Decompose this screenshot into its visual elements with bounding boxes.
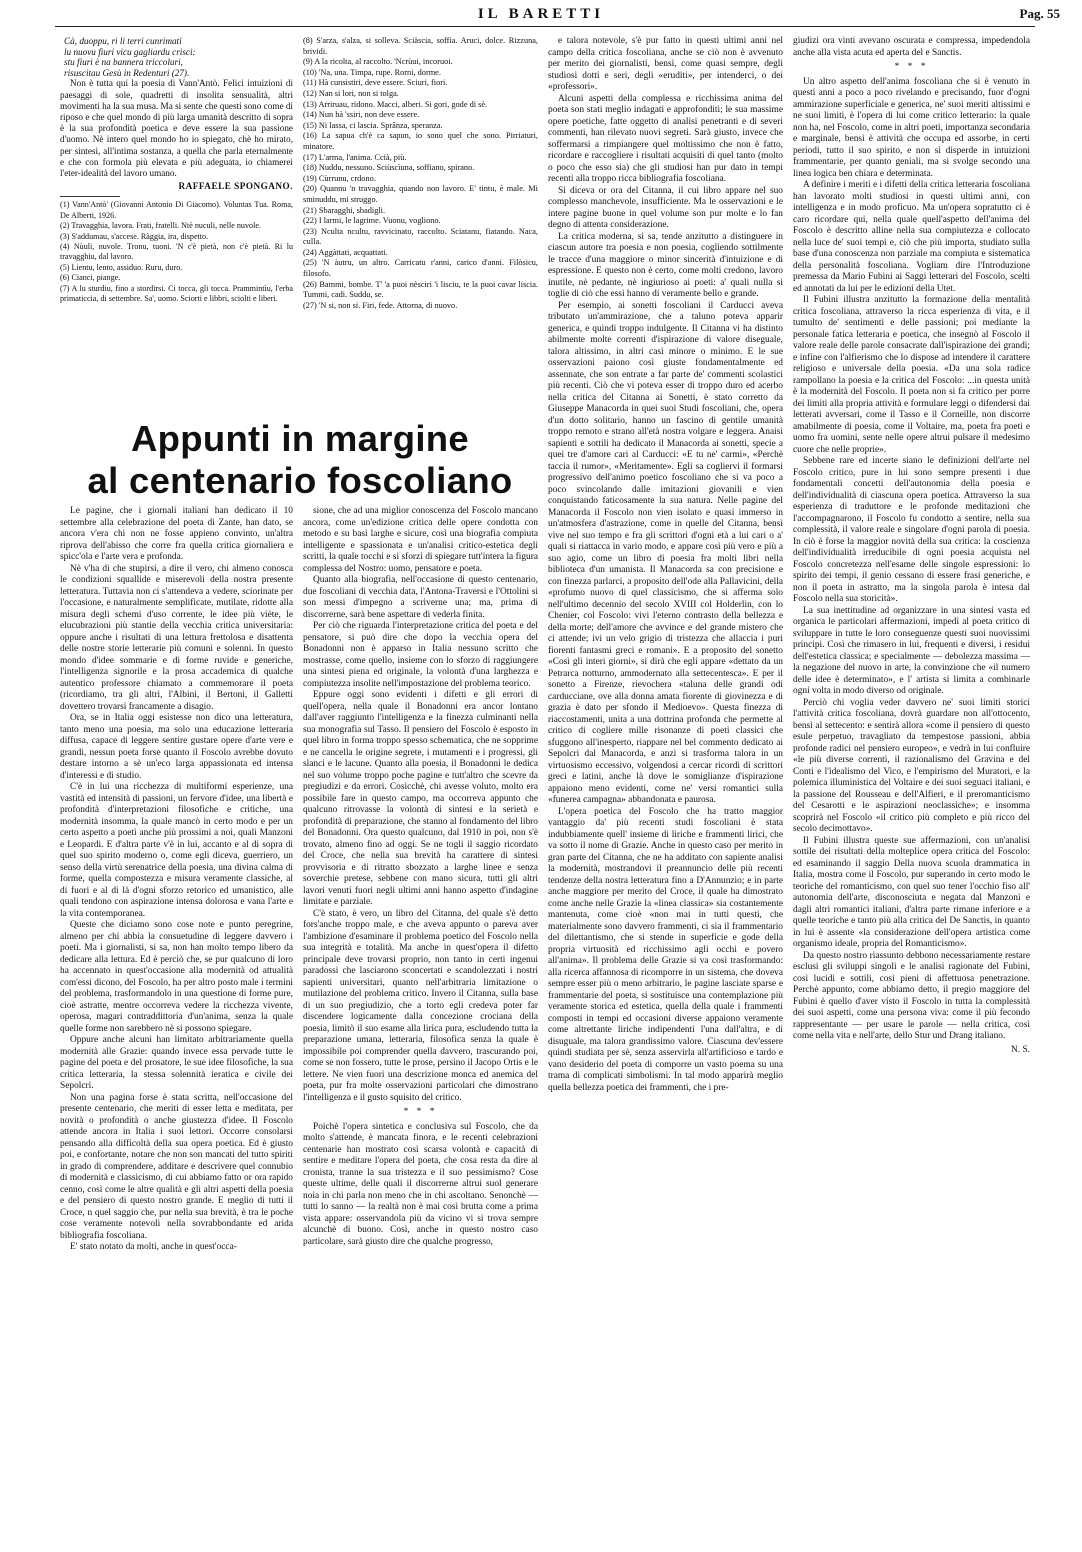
footnote: (17) L'arma, l'anima. Ccià, più. (303, 152, 407, 162)
footnote: (15) Ni lassa, ci lascia. Sprânza, speranza. (303, 120, 443, 130)
article-column-2 (303, 506, 538, 1516)
paragraph: Il Fubini illustra queste sue affermazioni, con un'analisi sottile dei risultati della molteplice opera critica del Foscolo: ed esaminando il saggio Della nuova scuola drammatica in Italia, mostra come il Foscolo, pur superando in certo modo le teoriche del romanticismo, con quel suo tener l'occhio fiso all' autonomia dell'arte, disconosciuta e negata dal Manzoni e dagli altri romantici italiani, d'altra parte rimane inferiore e a quelle teoriche e tanto più alla critica del De Sanctis, in quanto in lui è assente «la considerazione dell'opera artistica come organismo ideale, propria del Romanticismo». (793, 835, 1030, 949)
article-signature: N. S. (1010, 1044, 1030, 1055)
prev-article-author: RAFFAELE SPONGANO. (178, 181, 293, 192)
paragraph: La sua inettitudine ad organizzare in una sintesi vasta ed organica le particolari affermazioni, impedì al poeta critico di sviluppare in tutte le loro conseguenze questi suoi nuovissimi principi. Così che rimasero in lui, frequenti e diversi, i residui dell'estetica classica; e specialmente — debolezza massima — la negazione del nuovo in arte, la convinzione che «il numero delle idee è determinato», e l' artista si limita a combinarle ogni volta in modo diverso od originale. (793, 605, 1030, 696)
page-header (0, 4, 1082, 26)
header-rule (55, 26, 1035, 27)
footnote: (8) S'arza, s'alza, si solleva. Sciàscia, soffia. Aruci, dolce. Rizzuna, brividi. (303, 36, 538, 56)
footnote: (20) Quannu 'n travagghia, quando non lavoro. E' tintu, è male. Mi sminuddu, mi struggo. (303, 184, 538, 204)
paragraph: Ora, se in Italia oggi esistesse non dico una letteratura, tanto meno una poesia, ma solo una educazione letteraria diffusa, capace di leggere sentire gustare opere d'arte vere e grandi, nessun poeta forse quanto il Foscolo avrebbe dovuto destare intorno a sè un'eco larga appassionata ed intensa d'interessi e di studio. (60, 713, 293, 781)
section-separator: * * * (403, 1107, 438, 1117)
footnote: (5) Lientu, lento, assiduo. Ruru, duro. (60, 262, 183, 272)
footnote: (22) I larmi, le lagrime. Vuonu, vogliono. (303, 216, 441, 226)
paragraph: E' stato notato da molti, anche in quest'occa- (70, 1242, 237, 1252)
paragraph: Sebbene rare ed incerte siano le definizioni dell'arte nel Foscolo critico, pure in lui sono sempre presenti i due fondamentali concetti dell'autonomia della poesia e dell'individualità di ciascuna opera poetica. Attraverso la sua esperienza di traduttore e le profonde meditazioni che l'accompagnarono, il Foscolo fu condotto a sentire, nella sua complessità, il valore reale e singolare d'ogni parola di poesia. In ciò è forse la maggior novità della sua critica: la coscienza dell'individualità irreducibile di ogni poesia acquista nel Foscolo concretezza nell'esame delle singole espressioni: lo spirito dei tempi, il genio cessano di essere frasi generiche, e non il poeta in astratto, ma la singola parola è intesa dal Foscolo nella sua storicità». (793, 456, 1030, 604)
paragraph: Eppure oggi sono evidenti i difetti e gli errori di quell'opera, nella quale il Bonadonni era ancor lontano dall'aver raggiunto l'intelligenza e la finezza culminanti nella sua monografia sul Tasso. Il pensiero del Foscolo è esposto in quel libro in forma troppo spesso schematica, che ne sopprime e ne cancella le origine segrete, i mutamenti e i progressi, gli slanci e le lacune. Quanto alla poesia, il Bonadonni le dedica nel suo volume troppo poche pagine e tutt'altro che scevre da pregiudizi e da errori. Cosicchè, chi avesse voluto, molto era possibile fare in questo campo, ma occorreva appunto che qualcuno ritrovasse la volontà di sintesi e la serietà e profondità di preparazione, che stanno al fondamento del libro del Bonadonni. Ora questo qualcuno, dal 1910 in poi, non s'è trovato, almeno fino ad oggi. Se ne togli il saggio ricordato del Croce, che nella sua brevità ha carattere di sintesi provvisoria e di ritratto sbozzato a larghe linee e senza soverchie pretese, sebbene con mano sicura, tutti gli altri lavori venuti fuori negli ultimi anni hanno aspetto d'indagine limitate e parziale. (303, 690, 538, 907)
paragraph: giudizi ora vinti avevano oscurata e compressa, impedendola anche alla vista acuta ed aperta del e Sanctis. (793, 36, 1030, 58)
paragraph: C'è in lui una ricchezza di multiformi esperienze, una vastità ed intensità di passioni, un fervore d'idee, una libertà e profondità d'interpretazioni filosofiche e critiche, una modernità insomma, la quale mancò in certo modo e per un certo aspetto a poeti anche più prossimi a noi, quali Manzoni e Leopardi. E d'altra parte v'è in lui, accanto e al di sopra di quel suo spirito moderno o, come egli diceva, guerriero, un senso della virtù serenatrice della poesia, una divina calma di forme, quella compostezza e misura veramente classiche, al di fuori e al di là d'ogni sforzo retorico ed umanistico, alle quali tendono con aspirazione intensa dolorosa e vana l'arte e la vita contemporanea. (60, 782, 293, 919)
article-column-1 (60, 506, 293, 1516)
paragraph: Queste che diciamo sono cose note e punto peregrine, almeno per chi abbia la consuetudine di leggere davvero i poeti. Ma i giornalisti, si sa, non han molto tempo libero da dedicare alla lettura. Ed è perciò che, se pur qualcuno di loro ha accennato in quest'occasione alla modernità od attualità com'essi dicono, del Foscolo, ha per altro posto male i termini del problema, trasformandolo in una questione di forme pure, cioè astratte, mentre occorreva vedere la ricchezza vivente, operosa, magari contraddittoria d'un'anima, senza la quale quelle forme non sarebbero nè si possono spiegare. (60, 920, 293, 1034)
paragraph: Quanto alla biografia, nell'occasione di questo centenario, due foscoliani di vecchia data, l'Antona-Traversi e l'Ottolini si son messi d'impegno a scriverne una; ma, prima di discorrerne, sarà bene aspettare di vederla finita. (303, 575, 538, 620)
footnote: (6) Cianci, piange. (60, 273, 121, 283)
paragraph: Perciò chi voglia veder davvero ne' suoi limiti storici l'attività critica foscoliana, dovrà guardare non all'ottocento, bensì al settecento: e sentirà allora «come il pensiero di questo esule perpetuo, travagliato da tempestose passioni, abbia profonde radici nel pensiero europeo», e vedrà in lui confluire «le più diverse correnti, il razionalismo del Gravina e del Conti e l'idealismo del Vico, e l'empirismo del Muratori, e la polemica illuministica del Voltaire e dei suoi seguaci italiani, e la passione del Rousseau e dell'Alfieri, e il preromanticismo del Cesarotti e le aspirazioni neoclassiche»; e insomma scoprirà nel Foscolo «il critico più completo e più ricco del secolo decimottavo». (793, 697, 1030, 834)
footnote: (4) Nùuli, nuvole. Tronu, tuoni. 'N c'è pietà, non c'è pietà. Ri lu travagghiu, dal lavoro. (60, 242, 293, 262)
prev-article-paragraph: Non è tutta qui la poesia di Vann'Antò. Felici intuizioni di paesaggi di sole, quadretti di insolita sensualità, altri movimenti ha la sua musa. Ma si sente che questi sono come di riposo e che quel mondo di più larga umanità descritto di sopra è la sua profondità poetica e deve essere la sua passione d'uomo. Nè intero quel mondo ho io spiegato, chè ho mirato, per sintesi, all'intima sostanza, a quella che parla eternalmente e che con formola più elevata e più adeguata, io chiamerei l'eter-idealità del lavoro umano. (60, 78, 293, 178)
footnote: (19) Cùrrunu, crdono. (303, 173, 376, 183)
footnote: (26) Bammi, bombe. T' 'a puoi nèsciri 'i lisciu, te la puoi cavar liscia. Tummi, cadi. Suddu, se. (303, 279, 538, 300)
paragraph: Da questo nostro riassunto debbono necessariamente restare esclusi gli sviluppi singoli e le analisi ragionate del Fubini, così lucidi e sottili, così pieni di affettuosa penetrazione. Perchè appunto, come abbiamo detto, il pregio maggiore del Fubini è quello d'aver visto il Foscolo in tutta la complessità dei suoi aspetti, come una persona viva: come il più fecondo rappresentante — per usare le parole — nella critica, così come nella vita e nell'arte, dello Stur und Drang italiano. (793, 950, 1030, 1041)
footnote: (12) Nan si lori, non si tolga. (303, 88, 399, 98)
paragraph: e talora notevole, s'è pur fatto in questi ultimi anni nel campo della critica foscoliana, anche se ciò non è avvenuto per merito dei giornalisti, bensì, come quasi sempre, degli studiosi dotti e seri, degli «eruditi», per intenderci, o dei «professori». (548, 36, 783, 92)
paragraph: Le pagine, che i giornali italiani han dedicato il 10 settembre alla celebrazione del poeta di Zante, han dato, se ancora v'era chi non ne fosse appieno convinto, un'altra riprova dell'abisso che corre fra quella critica giornaliera e spicc'ola e l'arte vera e profonda. (60, 506, 293, 562)
journal-title: IL BARETTI (477, 6, 605, 22)
paragraph: Si diceva or ora del Citanna, il cui libro appare nel suo complesso manchevole, insufficiente. Ma le osservazioni e le intere pagine buone in quel volume son pur molte e lo fan degno di attenta considerazione. (548, 185, 783, 230)
footnote: (7) A lu sturdiu, fino a stordirsi. Ci tocca, gli tocca. Prammintìu, l'erba primaticcia, di settembre. Sa', uomo. Sciorti e libbri, sciolti e liberi. (60, 283, 293, 304)
prev-article-col1 (60, 36, 293, 408)
paragraph: Per esempio, ai sonetti foscoliani il Carducci aveva tributato un'ammirazione, che a taluno poteva apparir generica, e quindi troppo indulgente. Il Citanna vi ha distinto abilmente molte correnti d'ispirazione di valore diseguale, talora altissimo, in altri casi minore o minimo. E le sue osservazioni paiono così giuste fondamentalmente ed assennate, che son entrate a far parte de' commenti scolastici più recenti. Ciò che vi poteva esser di troppo duro ed acerbo nella critica del Citanna ai Sonetti, è stato corretto da Giuseppe Manacorda in quei suoi Studi foscoliani, che, opera d'un dotto solitario, hanno un fascino di gentile umanità troppo remoto e strano all'età nostra volgare e leggera. Anaisi sapienti e sottili ha dedicato il Manacorda ai sonetti, specie a quei tre d'amore cari al Carducci: «E tu ne' carmi», «Perchè taccia il rumor», «Meritamente». Egli sa cogliervi il formarsi progressivo dell'animo poetico foscoliano che si va poco a poco svincolando dalle imitazioni giovanili e vien conquistando faticosamente la sua natura. Nelle pagine del Manacorda il Foscolo non vien isolato e quasi immerso in un'atmosfera d'astrazione, come in quelle del Citanna, bensì vive nel suo tempo e fra gli scrittori d'ogni età a lui cari o a' quali si riattacca in vario modo, e appare così più vero e più a suo agio, come un libro di poesia fra molti libri nella biblioteca d'un umanista. Il Manacorda sa con precisione e con finezza parlarci, a proposito dell'ode alla Pallavicini, della «profumo nuovo di quel classicismo, che si afferma solo nell'ultimo decennio del secolo XVIII col Holderlin, con lo Chenier, col Foscolo: vivi l'eterno contrasto della bellezza e della morte; dell'amore che avvince e del grande mistero che ci attende; ivi un velo grigio di tristezza che allaccia i puri fiorenti fantasmi greci e romani». E a proposito del sonetto «Così gli interi giorni», si dirà che egli appare «dettato da un Petrarca notturno, ammodernato alla settecentesca». E per il sonetto a Firenze, rievochera «taluna delle grandi odi carducciane, ove alla donna amata fiorente di giovinezza e di grazia è dato per sfondo il Medioevo». Questa finezza di riaccostamenti, unita a una dottrina profonda che permette al critico di cogliere mille risonanze di poeti classici che sfuggono all'inesperto, riappare nel bel commento dedicato ai Sepolcri dal Manacorda, e anzi si trasforma talora in un virtuosismo eccessivo, volgendosi a cercar ricordi di scrittori greci e latini, anche là dove le somiglianze d'ispirazione appaiono meno evidenti, come ne' versi romantici sulla «funerea campagna» abbandonata e paurosa. (548, 300, 783, 805)
footnote: (23) Nculta ncultu, ravvicinato, raccolto. Sciatanu, fiatando. Naca, culla. (303, 226, 538, 247)
footnote: (1) Vann'Antò' (Giovanni Antonio Di Giacomo). Voluntas Tua. Roma, De Alberti, 1926. (60, 200, 293, 220)
paragraph: Per ciò che riguarda l'interpretazione critica del poeta e del pensatore, si può dire che dopo la vecchia opera del Bonadonni non è apparso in Italia nessuno scritto che mostrasse, come quello, insieme con lo sforzo di raggiungere una sintesi piena ed originale, la volontà d'una larghezza e compiutezza insolite nell'impostazione del problema teorico. (303, 621, 538, 689)
paragraph: sione, che ad una miglior conoscenza del Foscolo mancano ancora, come un'edizione critica delle opere condotta con metodo e su basi larghe e sicure, così una biografia compiuta intelligente e spassionata e un'analisi critico-estetica degli scritti, la quale tocchi e si sforzi di spiegare tutt'intera la figura complessa del Nostro: uomo, pensatore e poeta. (303, 506, 538, 574)
paragraph: C'è stato, è vero, un libro del Citanna, del quale s'è detto fors'anche troppo male, e che aveva appunto o pareva aver l'ambizione d'esaminare il problema poetico del Foscolo nella sua integrità e totalità. Ma anche in quest'opera il difetto principale deve trovarsi proprio, non tanto in certi ingenui paradossi che lasciarono sconcertati e scandolezzati i nostri sapienti universitari, quanto nell'arbitraria limitazione o mutilazione del problema critico. Invero il Citanna, sulla base di un suo pregiudizio, che a torto egli credeva poter far discendere logicamente dalla concezione crociana della poesia, limitò il suo esame alla lirica pura, escludendo tutta la preparazione umana, letteraria, filosofica senza la quale è impossibile poi comprender quella davvero, trascurando poi, come se non fossero, tutte le prose, persino il Jacopo Ortis e le lettere. Ne vien fuori una descrizione monca ed anemica del poeta, pur fra molte osservazioni particolari che dimostrano l'intelligenza e il gusto squisito del critico. (303, 908, 538, 1103)
page-number: Pag. 55 (1019, 6, 1060, 21)
notes-divider (60, 196, 120, 197)
paragraph: Nè v'ha di che stupirsi, a dire il vero, chi almeno conosca le condizioni squallide e miserevoli della nostra presente letteratura. Tuttavia non ci s'attendeva a vedere, sciorinate per l'occasione, e naturalmente semplificate, mutilate, ridotte alla misura degli schemi d'uso corrente, le idee più viète, le elucubrazioni più stantie della vecchia critica universitaria: oppure anche i risultati di una lettura frettolosa e disattenta delle nostre storie letterarie più comuni e solenni. In questo mondo d'idee sommarie e di forme ruvide e generiche, l'intelligenza signorile e la prosa accademica di qualche autentico professore chiamato a commemorare il poeta (ricordiamo, tra gli altri, l'Albini, il Bertoni, il Galletti dovettero trovarsi francamente a disagio. (60, 563, 293, 712)
footnote: (18) Nuddu, nessuno. Sciùscìuna, soffiano, spirano. (303, 163, 475, 173)
footnote: (24) Aggàttati, acquattati. (303, 247, 388, 257)
paragraph: Non una pagina forse è stata scritta, nell'occasione del presente centenario, che meriti di esser letta e meditata, per novità o profondità o anche giustezza d'idee. Il Foscolo attende ancora in Italia i suoi lettori. Occorre consolarsi pensando alla difficoltà della sua opera poetica. Ed è giusto poi, e confortante, notare che non son mancati del tutto spiriti in grado di comprendere, additare e descrivere quel connubio di modernità e classicismo, di cui abbiamo fatto or ora rapido cenno, così come le altre qualità e gli altri aspetti della poesia e del pensiero di questo nostro grande. E meglio di tutti il Croce, n quel saggio che, pur nella sua brevità, è tra le poche cose veramente notevoli nella sovrabbondante ed arida bibliografia foscoliana. (60, 1092, 293, 1241)
footnote: (21) Sbaragghi, sbadigli. (303, 205, 386, 215)
footnote: (27) 'N si, non si. Firi, fede. Attorna, di nuovo. (303, 300, 458, 310)
paragraph: A definire i meriti e i difetti della critica letteraria foscoliana han lavorato molti studiosi in questi ultimi anni, con intelligenza e in modo proficuo. Ma un'opera sopratutto ci è caro ricordare qui, nella quale quell'aspetto dell'anima del Foscolo è descritto alline nella sua compiutezza e collocato nella luce de' suoi tempi e, ciò che più importa, studiato sulla base d'una conoscenza non parziale ma compiuta e sistematica della personalità foscoliana. Vogliam dire l'Introduzione premessa da Mario Fubini ai Saggi letterari del Foscolo, scelti ed annotati da lui per le edizioni della Utet. (793, 180, 1030, 294)
footnote: (16) La sapua ch'è ca sapun, io sono quel che sono. Pirriaturi, minatore. (303, 131, 538, 151)
article-headline (60, 418, 540, 502)
paragraph: Alcuni aspetti della complessa e ricchissima anima del poeta son stati meglio indagati e approfonditi; le sua massime opere poetiche, fatte oggetto di analisi penetranti e di severi commenti, han rilevato nuovi segreti. Sarà giusto, invece che soffermarsi a rimpiangere quel moltissimo che non è fatto, ricordare e raccogliere i risultati acquisiti di quel tanto (molto o poco che esso sia) che gli studiosi han pur dato in tempi recenti alla troppo ricca bibliografia foscoliana. (548, 93, 783, 184)
verse-line: risuscitau Gesù in Redenturi (27). (64, 67, 190, 78)
footnote: (13) Arriruau, ridono. Macci, alberi. Si gori, gode di sè. (303, 99, 488, 109)
paragraph: Poichè l'opera sintetica e conclusiva sul Foscolo, che da molto s'attende, è mancata finora, e le recenti celebrazioni centenarie han mostrato così scarsa volontà e capacità di sentire e meditare l'opera del poeta, che cosa resta da dire al cronista, tranne la sua tristezza e il suo pessimismo? Cose queste ultime, delle quali il discorrerne altrui suol generare noia in chi parla non meno che in chi ascoltano. Senonchè — tutti lo sanno — la realtà non è mai così brutta come a prima vista appare: osservandola più da vicino vi si trova sempre alcunchè di buono. Così, anche in questo nostro caso particolare, sarà giusto dire che qualche progresso, (303, 1121, 538, 1247)
paragraph: Il Fubini illustra anzitutto la formazione della mentalità critica foscoliana, attraverso la ricca esperienza di vita, e il tumulto de' sentimenti e delle passioni; poi mediante la personale fatica letteraria e poetica, che insegnò al Foscolo il valore reale delle parole consacrate dall'ispirazione dei grandi; e infine con l'alfierismo che lo dispose ad intendere il carattere religioso e universale della poesia. «Da una sola radice rampollano la poesia e la critica del Foscolo: ...in questa unità è la modernità del Foscolo. Il poeta non si fa critico per porre dei limiti alla propria attività e formulare leggi o difendersi dai letterati avversari, come il Tasso e il Corneille, non discorre amabilmente di poesia, come il Voltaire, ma, poeta fra poeti e uomo fra uomini, sente nelle opere altrui pulsare il medesimo cuore che nelle proprie». (793, 295, 1030, 455)
footnotes-a (60, 200, 293, 304)
paragraph: Un altro aspetto dell'anima foscoliana che si è venuto in questi anni a poco a poco rivelando e precisando, fuor d'ogni ammirazione superficiale e generica, ne' suoi meriti altissimi e ne suoi limiti, è l'opera di lui come critico letterario: la quale non ha, nel Foscolo, come in altri poeti, importanza secondaria e marginale, bensì è attività che occupa ed assorbe, in certi periodi, tutto il suo spirito, e non si disperde in intuizioni frammentarie, per quanto geniali, ma si svolge secondo una linea logica ben chiara e determinata. (793, 76, 1030, 179)
footnote: (11) Hà cunsistiri, deve essere. Sciuri, fiori. (303, 78, 448, 88)
article-column-3 (548, 36, 783, 1516)
footnote: (3) S'addumau, s'accese. Ràggia, ira, dispetto. (60, 231, 209, 241)
footnote: (10) 'Na, una. Timpa, rupe. Rorni, dorme. (303, 67, 441, 77)
footnote: (9) A la ricolta, al raccolto. 'Ncrùui, incoruoi. (303, 57, 453, 67)
footnote: (2) Travagghia, lavora. Frati, fratelli. Ntè nuculi, nelle nuvole. (60, 221, 261, 231)
footnote: (25) 'N àutru, un altro. Carricatu r'anni, carico d'anni. Filòsicu, filosofo. (303, 258, 538, 279)
dialect-verse (64, 36, 293, 78)
headline-line-1: Appunti in margine (131, 418, 469, 459)
article-column-4 (793, 36, 1030, 1516)
headline-line-2: al centenario foscoliano (87, 460, 513, 501)
footnotes-b (303, 36, 538, 408)
section-separator: * * * (894, 62, 929, 72)
paragraph: L'opera poetica del Foscolo che ha tratto maggior vantaggio da' più recenti studi foscoliani è stata indubbiamente quell' insieme di liriche e frammenti lirici, che va sotto il nome di Grazie. Anche in questo caso per merito in gran parte del Citanna, che ne ha additato con sapiente analisi la modernità, mostrandovi il preannuncio delle più recenti tendenze della nostra letteratura fino a D'Annunzio; e in parte anche maggiore per merito del Croce, il quale ha dimostrato come anche nelle Grazie la «linea classica» sia costantemente mantenuta, come cioè «non mai in tutti questi, che materialmente sono davvero frammenti, ci sia il frammentario del dilettantismo, che si stende in superficie e gode della propria virtuosità ed ricchissimo agli occhi e povero all'anima». Il problema delle Grazie si va così trasformando: alla ricerca affannosa di ricomporre in un sistema, che doveva sempre esser più o meno arbitrario, le pagine lasciate sparse e frammentarie del poeta, si sostituisce una contemplazione più veramente storica ed estetica, quella della quale i frammenti composti in tempi ed occasioni diverse appaiono veramente come altrettante liriche indipendenti l'una dall'altra, e di disuguale, ma talora grandissimo valore. Ciascuna dev'essere quindi studiata per sè, senza asservirla all'artificioso e tardo e vano desiderio del poeta di comporre un vasto poema su una trama di complicati simbolismi. In tal modo apparirà meglio quella bellezza poetica dei frammenti, che i pre- (548, 806, 783, 1093)
paragraph: Oppure anche alcuni han limitato arbitrariamente quella modernità alle Grazie: quando invece essa pervade tutte le pagine del poeta e del prosatore, le sue idee filosofiche, la sua critica letteraria, la stessa solennità ieratica e civile dei Sepolcri. (60, 1035, 293, 1091)
verse-line: Cà, duoppu, ri li terri cunrimati (64, 36, 182, 46)
verse-line: stu fiuri è na bannera triccoluri, (64, 57, 183, 68)
footnote: (14) Nun hà 'ssiri, non deve essere. (303, 110, 420, 120)
paragraph: La critica moderna, si sa, tende anzitutto a distinguere in ciascun autore tra poesia e non poesia, cogliendo sottilmente le tracce d'una maggiore o minor sincerità d'intuizione e di espressione. E questo non è certo, come molti credono, lavoro inutile, nè pedante, nè ingiurioso ai poeti: a' quali nulla si toglie di ciò che essi hanno di veramente bello e grande. (548, 231, 783, 299)
verse-line: lu nuovu fiuri vicu gagliardu crisci: (64, 46, 196, 57)
